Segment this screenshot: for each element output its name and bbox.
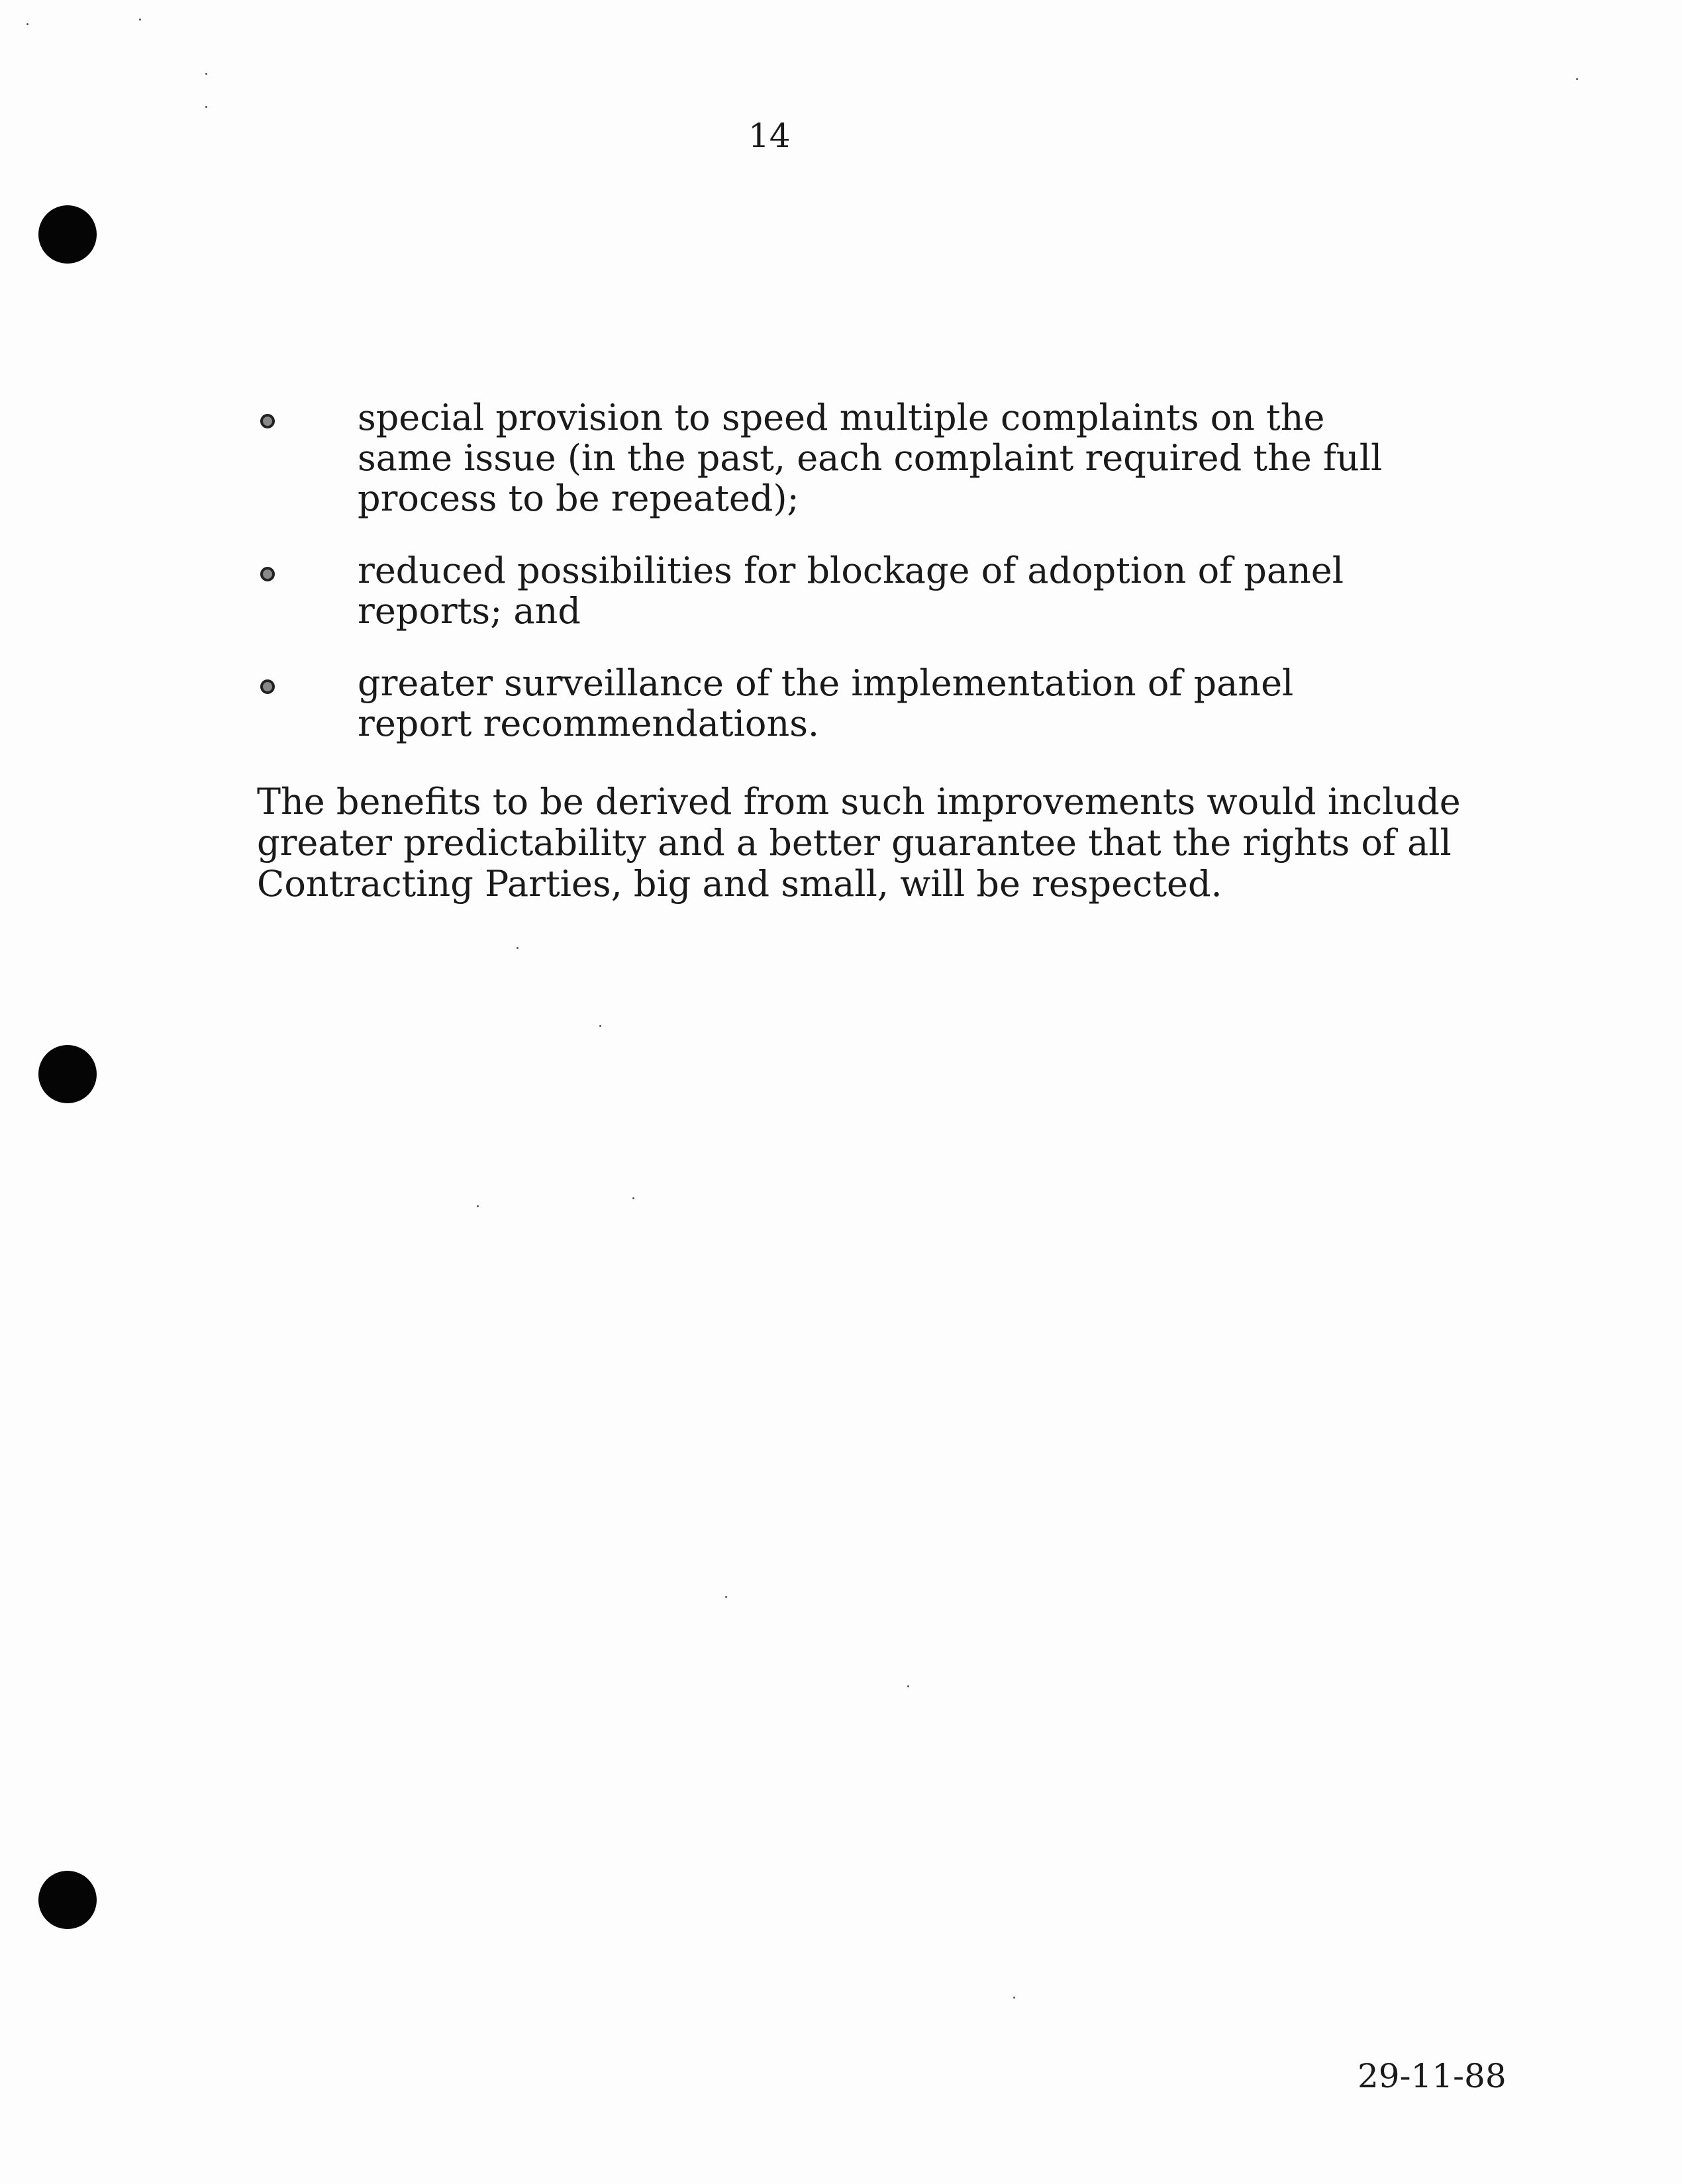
scan-speck — [907, 1685, 909, 1687]
bullet-circle-icon — [260, 567, 275, 581]
footer-date: 29-11-88 — [1358, 2057, 1507, 2095]
punch-hole-middle — [38, 1045, 97, 1103]
scan-speck — [1013, 1997, 1015, 1999]
scan-speck — [725, 1596, 727, 1598]
bullet-circle-icon — [260, 679, 275, 694]
scan-speck — [139, 19, 141, 21]
list-item — [255, 397, 1414, 519]
punch-hole-bottom — [38, 1871, 97, 1929]
punch-hole-top — [38, 205, 97, 264]
bullet-circle-icon — [260, 414, 275, 428]
scan-speck — [632, 1197, 634, 1199]
scan-speck — [1576, 78, 1578, 80]
scan-speck — [205, 73, 207, 75]
bullet-list — [255, 397, 1414, 775]
scan-speck — [26, 23, 28, 25]
bullet-text: greater surveillance of the implementation of panel report recommendations. — [358, 662, 1294, 744]
page-number: 14 — [748, 117, 791, 155]
scan-speck — [205, 106, 207, 108]
bullet-text: special provision to speed multiple complaints on the same issue (in the past, each complaint required the full process to be repeated); — [358, 397, 1383, 519]
body-paragraph: The benefits to be derived from such improvements would include greater predictability and a better guarantee that the rights of all Contracting Parties, big and small, will be respected. — [257, 781, 1461, 905]
list-item — [255, 550, 1414, 631]
bullet-text: reduced possibilities for blockage of adoption of panel reports; and — [358, 550, 1344, 632]
scan-speck — [517, 947, 519, 949]
scan-speck — [477, 1205, 479, 1207]
list-item — [255, 663, 1414, 744]
scan-speck — [599, 1025, 601, 1027]
